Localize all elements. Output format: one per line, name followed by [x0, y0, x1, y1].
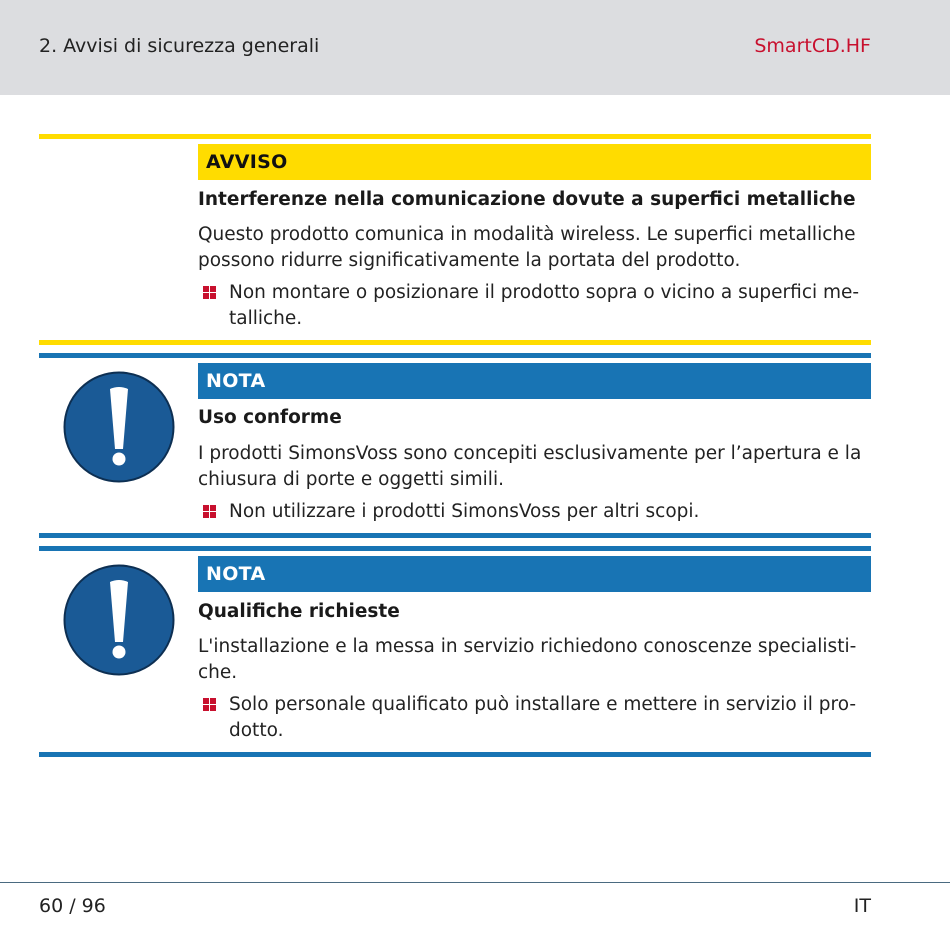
- footer-divider: [0, 882, 950, 883]
- notice-bullet: [198, 692, 870, 744]
- notice-heading: Qualifiche richieste: [198, 601, 400, 622]
- exclamation-circle-icon: [63, 564, 175, 676]
- section-title: 2. Avvisi di sicurezza generali: [39, 35, 320, 57]
- page-header: [0, 0, 950, 95]
- notice-text: Questo prodotto comunica in modalità wireless. Le superfici metalliche possono ridurre significativamente la portata del prodotto.: [198, 224, 856, 271]
- notice-label: NOTA: [198, 363, 871, 399]
- bullet-icon: [203, 698, 216, 711]
- notice-top-rule: [39, 353, 871, 358]
- exclamation-circle-icon: [63, 371, 175, 483]
- notice-heading: Interferenze nella comunicazione dovute a superfici metalliche: [198, 189, 856, 210]
- notice-heading: Uso conforme: [198, 407, 342, 428]
- notice-bullet-text: Non montare o posizionare il prodotto sopra o vicino a superfici me-talliche.: [229, 282, 860, 329]
- language-code: IT: [853, 895, 871, 917]
- bullet-icon: [203, 505, 216, 518]
- bullet-icon: [203, 286, 216, 299]
- notice-label: AVVISO: [198, 144, 871, 180]
- notice-text: I prodotti SimonsVoss sono concepiti esclusivamente per l’apertura e la chiusura di porte e oggetti simili.: [198, 443, 862, 490]
- notice-bullet: [198, 280, 870, 332]
- notice-bottom-rule: [39, 752, 871, 757]
- product-name: SmartCD.HF: [754, 35, 871, 57]
- notice-bullet-text: Solo personale qualificato può installare e mettere in servizio il pro-dotto.: [229, 694, 857, 741]
- notice-bullet-text: Non utilizzare i prodotti SimonsVoss per altri scopi.: [229, 501, 700, 522]
- notice-text: L'installazione e la messa in servizio richiedono conoscenze specialisti-che.: [198, 636, 857, 683]
- notice-label: NOTA: [198, 556, 871, 592]
- notice-bullet: [198, 499, 870, 525]
- page-number: 60 / 96: [39, 895, 106, 917]
- notice-top-rule: [39, 134, 871, 139]
- notice-top-rule: [39, 546, 871, 551]
- notice-bottom-rule: [39, 533, 871, 538]
- notice-bottom-rule: [39, 340, 871, 345]
